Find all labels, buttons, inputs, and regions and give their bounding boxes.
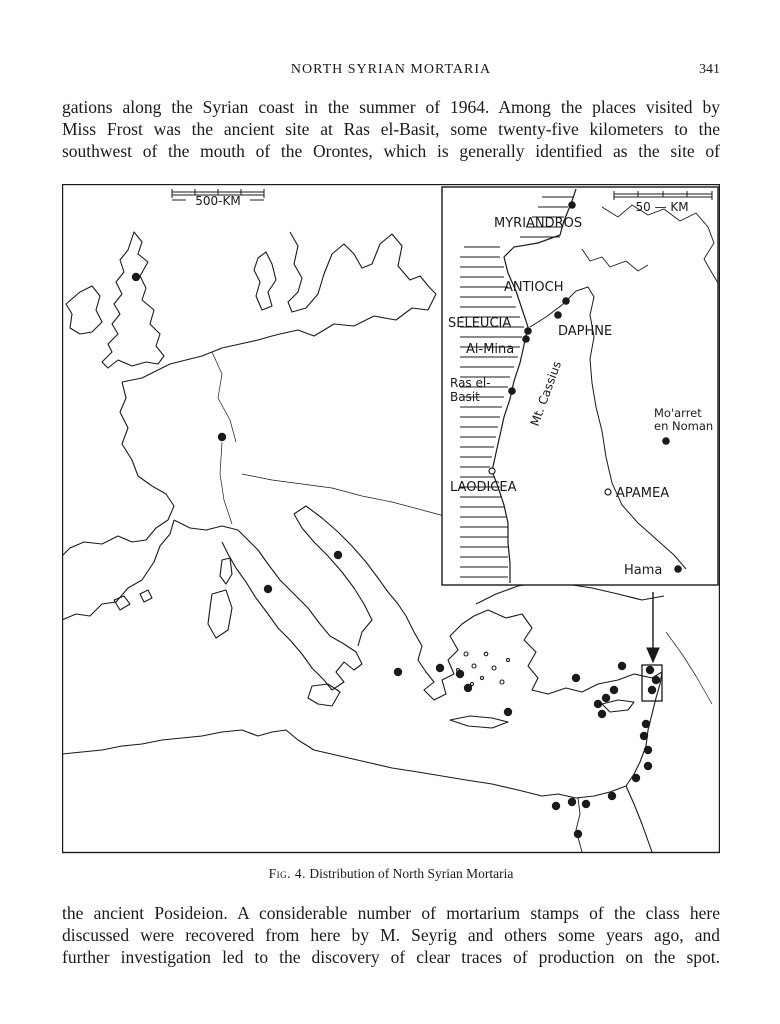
italy-east-coast xyxy=(294,514,372,646)
paragraph-bottom xyxy=(62,902,720,968)
danube-river xyxy=(242,474,476,524)
findspot-dot xyxy=(568,201,576,209)
findspot-dot xyxy=(662,437,670,445)
findspot-dot xyxy=(334,551,342,559)
label-apamea: APAMEA xyxy=(616,486,670,501)
label-ras-el: Ras el- xyxy=(450,376,491,390)
findspot-dot xyxy=(568,798,576,806)
label-hama: Hama xyxy=(624,563,663,578)
findspot-dot xyxy=(394,668,402,676)
findspot-dot xyxy=(554,311,562,319)
findspot-dot xyxy=(522,335,530,343)
findspot-dot xyxy=(582,800,590,808)
findspot-dot xyxy=(572,674,580,682)
findspot-dot xyxy=(264,585,272,593)
label-basit: Basit xyxy=(450,390,480,404)
findspot-dot xyxy=(648,686,656,694)
inset-scale-label: 50 — KM xyxy=(635,200,689,214)
gulf-coast xyxy=(398,266,436,294)
findspot-dot xyxy=(574,830,582,838)
crete-coast xyxy=(450,716,508,728)
findspot-dot xyxy=(562,297,570,305)
levant-coast xyxy=(626,672,662,786)
label-moarret: Mo'arret xyxy=(654,406,702,420)
findspot-dot xyxy=(632,774,640,782)
findspot-dot xyxy=(646,666,654,674)
paragraph-top xyxy=(62,96,720,162)
text-line: the ancient Posideion. A considerable number of mortarium stamps of the class here xyxy=(62,903,720,923)
label-antioch: ANTIOCH xyxy=(504,280,564,295)
label-al-mina: Al-Mina xyxy=(466,342,515,357)
label-mt-cassius: Mt. Cassius xyxy=(527,359,565,429)
north-africa-coast xyxy=(62,730,542,796)
inset-map xyxy=(442,187,718,585)
aegean-islands xyxy=(457,652,510,686)
greece-coast xyxy=(406,616,474,700)
sardinia-coast xyxy=(208,590,232,638)
figure-label: Fig. 4. xyxy=(268,866,307,881)
main-scale-label: 500-KM xyxy=(195,194,241,208)
findspot-dot xyxy=(552,802,560,810)
findspot-dot xyxy=(524,327,532,335)
scandinavia-coast xyxy=(288,232,402,312)
label-en-noman: en Noman xyxy=(654,419,714,433)
label-laodicea: LAODICEA xyxy=(450,480,517,495)
findspot-dot xyxy=(594,700,602,708)
findspot-dot xyxy=(132,273,140,281)
text-line: southwest of the mouth of the Orontes, which is generally identified as the site of xyxy=(62,141,720,161)
findspot-dot xyxy=(608,792,616,800)
rhine-river xyxy=(212,352,236,442)
findspot-dot xyxy=(610,686,618,694)
findspot-dot xyxy=(504,708,512,716)
caption-text: Distribution of North Syrian Mortaria xyxy=(309,866,514,881)
balearic-islands xyxy=(114,590,152,610)
adriatic-east-coast xyxy=(294,506,406,616)
findspot-dot xyxy=(644,746,652,754)
findspot-dot xyxy=(644,762,652,770)
findspot-dot xyxy=(218,433,226,441)
findspot-dot xyxy=(652,676,660,684)
nile-river xyxy=(576,798,582,852)
findspot-dot xyxy=(642,720,650,728)
ireland-coast xyxy=(66,286,102,334)
text-line: Miss Frost was the ancient site at Ras el-Basit, some twenty-five kilometers to the xyxy=(62,119,720,139)
lowlands-coast xyxy=(122,334,280,382)
findspot-dot xyxy=(598,710,606,718)
iberia-coast xyxy=(62,520,168,556)
euphrates-river xyxy=(666,632,712,704)
findspot-dot xyxy=(618,662,626,670)
arrow-pointer xyxy=(647,592,659,662)
page-number: 341 xyxy=(699,62,720,77)
running-head xyxy=(62,62,720,84)
findspot-dot xyxy=(640,732,648,740)
figure-caption xyxy=(62,866,720,882)
label-daphne: DAPHNE xyxy=(558,324,613,339)
baltic-coast xyxy=(280,294,436,336)
red-sea-coast xyxy=(626,786,652,852)
denmark-coast xyxy=(254,252,276,310)
findspot-dot xyxy=(508,387,516,395)
anatolia-coast xyxy=(474,610,662,694)
distribution-map-figure xyxy=(62,184,720,854)
map-svg xyxy=(62,184,720,854)
running-title: NORTH SYRIAN MORTARIA xyxy=(290,62,492,77)
findspot-dot xyxy=(436,664,444,672)
rhone-river xyxy=(220,442,232,524)
iberia-east-coast xyxy=(62,520,174,620)
text-line: discussed were recovered from here by M. Seyrig and others some years ago, and xyxy=(62,925,720,945)
italy-coast xyxy=(222,540,362,690)
findspot-dot xyxy=(674,565,682,573)
findspot-dot xyxy=(602,694,610,702)
france-west-coast xyxy=(120,382,174,520)
text-line: further investigation led to the discovery of clear traces of production on the spot. xyxy=(62,947,720,967)
text-line: gations along the Syrian coast in the summer of 1964. Among the places visited by xyxy=(62,97,720,117)
corsica-coast xyxy=(220,558,232,584)
france-south-coast xyxy=(174,520,248,540)
findspot-dot xyxy=(456,670,464,678)
britain-coast xyxy=(102,232,164,368)
label-seleucia: SELEUCIA xyxy=(448,316,512,331)
label-myriandros: MYRIANDROS xyxy=(494,216,583,231)
findspot-dot xyxy=(464,684,472,692)
